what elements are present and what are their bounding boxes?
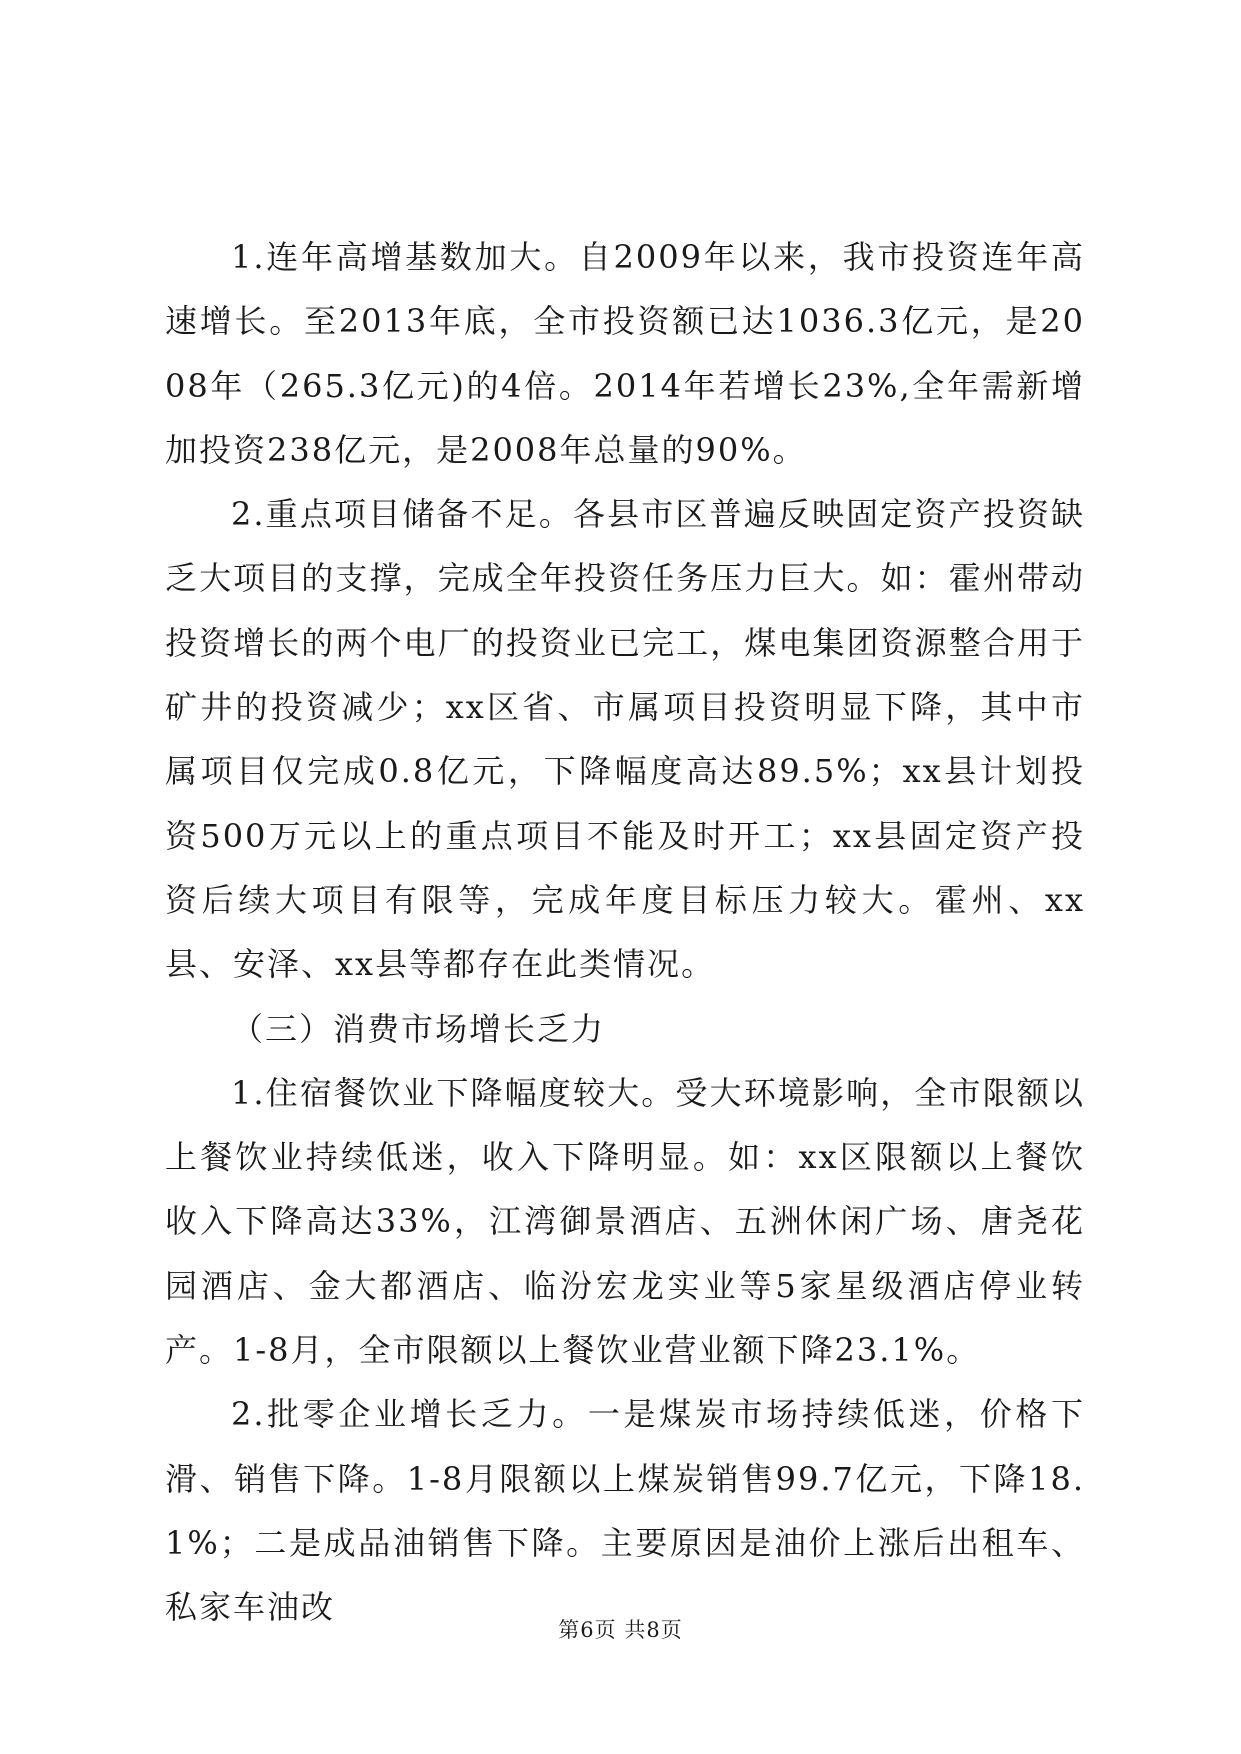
paragraph-wholesale-retail: 2.批零企业增长乏力。一是煤炭市场持续低迷，价格下滑、销售下降。1-8月限额以上煤炭销售99.7亿元，下降18.1%；二是成品油销售下降。主要原因是油价上涨后出租车、私家车油改 (165, 1395, 1085, 1627)
paragraph-key-projects: 2.重点项目储备不足。各县市区普遍反映固定资产投资缺乏大项目的支撑，完成全年投资任务压力巨大。如：霍州带动投资增长的两个电厂的投资业已完工，煤电集团资源整合用于矿井的投资减少；xx区省、市属项目投资明显下降，其中市属项目仅完成0.8亿元，下降幅度高达89.5%；xx县计划投资500万元以上的重点项目不能及时开工；xx县固定资产投资后续大项目有限等，完成年度目标压力较大。霍州、xx县、安泽、xx县等都存在此类情况。 (165, 495, 1085, 984)
page-number-footer: 第6页 共8页 (558, 1618, 683, 1642)
paragraph-catering: 1.住宿餐饮业下降幅度较大。受大环境影响，全市限额以上餐饮业持续低迷，收入下降明显。如：xx区限额以上餐饮收入下降高达33%，江湾御景酒店、五洲休闲广场、唐尧花园酒店、金大都酒店、临汾宏龙实业等5家星级酒店停业转产。1-8月，全市限额以上餐饮业营业额下降23.1%。 (165, 1073, 1085, 1370)
document-body (165, 225, 1085, 1640)
section-heading-consumption: （三）消费市场增长乏力 (231, 1009, 606, 1048)
paragraph-investment-base: 1.连年高增基数加大。自2009年以来，我市投资连年高速增长。至2013年底，全市投资额已达1036.3亿元，是2008年（265.3亿元)的4倍。2014年若增长23%,全年需新增加投资238亿元，是2008年总量的90%。 (165, 238, 1085, 469)
